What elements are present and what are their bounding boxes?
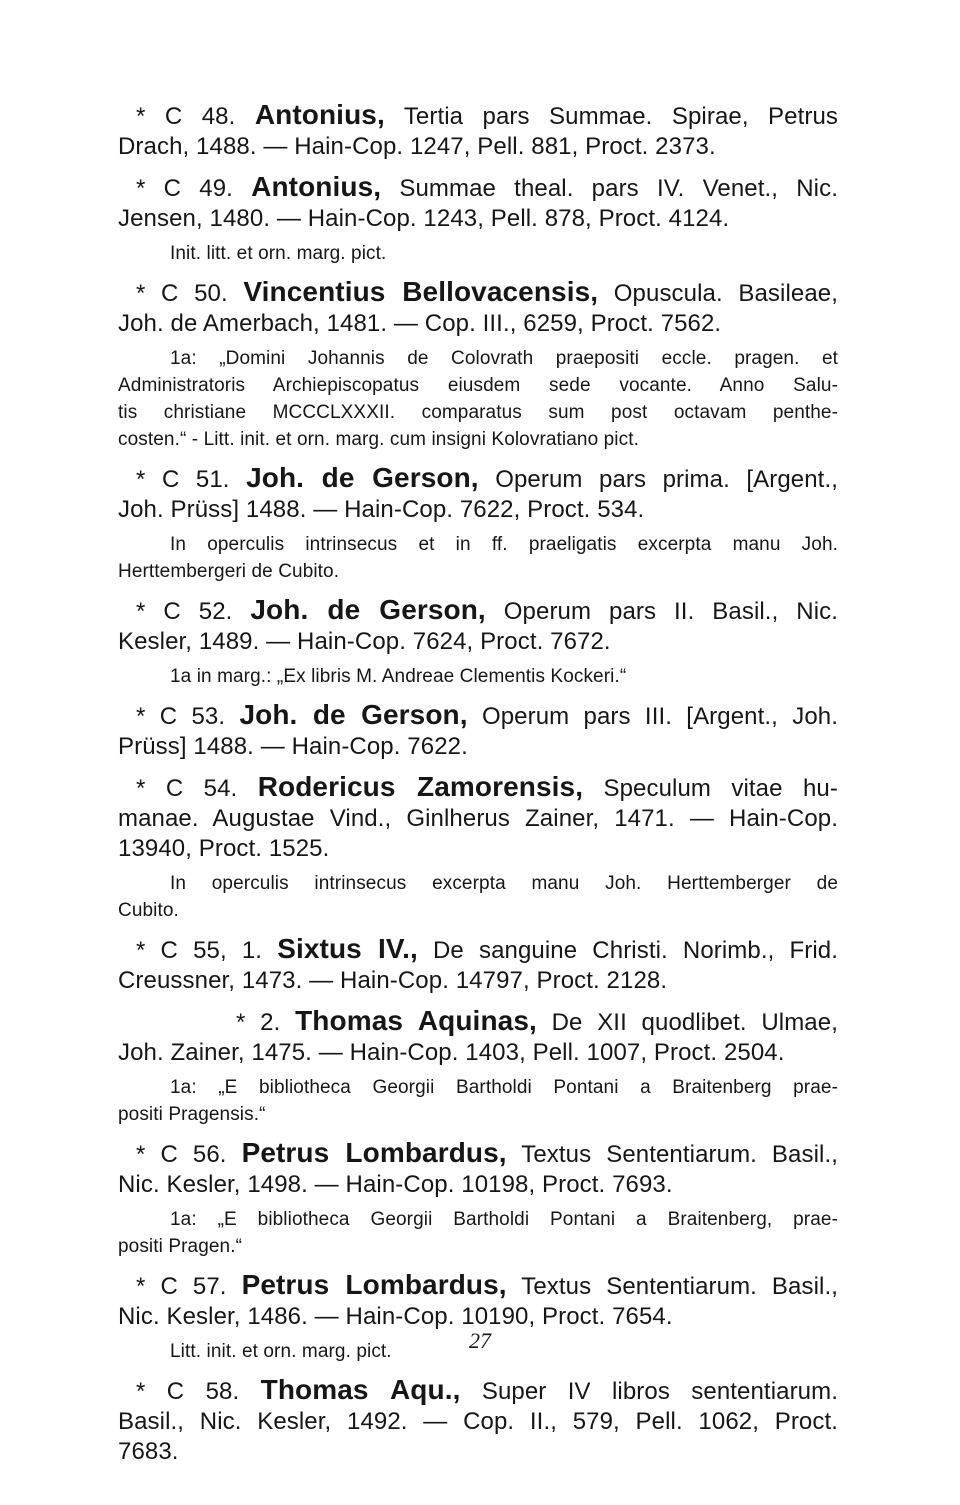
entry-number: * C 55, 1. [136, 937, 263, 964]
page-body [118, 100, 838, 1467]
entry-number: * C 54. [136, 775, 238, 802]
entry-number: * C 52. [136, 598, 233, 625]
entry-text: Operum pars III. [Argent., Joh. [481, 703, 838, 730]
catalog-entry [118, 463, 838, 585]
entry-author: Antonius, [254, 99, 385, 130]
entry-line [118, 495, 838, 525]
entry-text: Nic. Kesler, 1498. — Hain-Cop. 10198, Proct. 7693. [118, 1171, 673, 1198]
entry-text: Super IV libros sententiarum. [481, 1378, 838, 1405]
note-line: tis christiane MCCCLXXXII. comparatus sum post octavam penthe- [118, 402, 838, 423]
entry-number: * 2. [236, 1009, 281, 1036]
entry-number: * C 51. [136, 466, 230, 493]
entry-text: 7683. [118, 1438, 179, 1465]
entry-note [118, 345, 838, 453]
entry-line [118, 132, 838, 162]
entry-text: Opuscula. Basileae, [613, 280, 838, 307]
entry-text: Operum pars prima. [Argent., [495, 466, 838, 493]
entry-text: Joh. Prüss] 1488. — Hain-Cop. 7622, Proct. 534. [118, 496, 645, 523]
entry-line [118, 1407, 838, 1437]
entry-text: Creussner, 1473. — Hain-Cop. 14797, Proct. 2128. [118, 967, 668, 994]
entry-text: manae. Augustae Vind., Ginlherus Zainer, 1471. — Hain-Cop. [118, 805, 838, 832]
entry-line [118, 204, 838, 234]
entry-author: Sixtus IV., [277, 933, 418, 964]
note-line: Init. litt. et orn. marg. pict. [170, 243, 387, 264]
note-line: Administratoris Archiepiscopatus eiusdem sede vocante. Anno Salu- [118, 375, 838, 396]
note-line: In operculis intrinsecus et in ff. praeligatis excerpta manu Joh. [170, 534, 838, 555]
note-line: costen.“ - Litt. init. et orn. marg. cum insigni Kolovratiano pict. [118, 429, 639, 450]
entry-line [118, 100, 838, 132]
entry-author: Petrus Lombardus, [241, 1137, 507, 1168]
entry-text: Summae theal. pars IV. Venet., Nic. [399, 175, 838, 202]
entry-author: Joh. de Gerson, [239, 699, 468, 730]
entry-line [118, 700, 838, 732]
entry-line [118, 463, 838, 495]
entry-text: Operum pars II. Basil., Nic. [503, 598, 839, 625]
spacer [118, 162, 838, 172]
catalog-entry [118, 772, 838, 924]
entry-text: De sanguine Christi. Norimb., Frid. [433, 937, 838, 964]
entry-author: Thomas Aqu., [260, 1374, 461, 1405]
entry-number: * C 48. [136, 103, 236, 130]
entry-author: Joh. de Gerson, [250, 594, 486, 625]
entry-note [118, 531, 838, 585]
catalog-entry [118, 934, 838, 996]
entry-line [118, 595, 838, 627]
note-line: 1a in marg.: „Ex libris M. Andreae Clementis Kockeri.“ [170, 666, 627, 687]
entry-line [118, 966, 838, 996]
note-line: positi Pragen.“ [118, 1236, 243, 1257]
catalog-entry [118, 277, 838, 453]
entry-note [118, 870, 838, 924]
entry-note [118, 1206, 838, 1260]
note-line: Litt. init. et orn. marg. pict. [170, 1341, 392, 1362]
entry-line [118, 627, 838, 657]
entry-text: Tertia pars Summae. Spirae, Petrus [403, 103, 839, 130]
entry-line [118, 309, 838, 339]
spacer [118, 1365, 838, 1375]
entry-line [118, 834, 838, 864]
entry-text: Joh. de Amerbach, 1481. — Cop. III., 6259, Proct. 7562. [118, 310, 722, 337]
entry-line [118, 732, 838, 762]
spacer [118, 690, 838, 700]
note-line: 1a: „E bibliotheca Georgii Bartholdi Pontani a Braitenberg prae- [170, 1077, 838, 1098]
note-line: In operculis intrinsecus excerpta manu Joh. Herttemberger de [170, 873, 838, 894]
entry-author: Antonius, [251, 171, 382, 202]
catalog-entry [118, 100, 838, 162]
entry-author: Joh. de Gerson, [246, 462, 479, 493]
entry-line [118, 934, 838, 966]
catalog-entry [118, 595, 838, 690]
page-number: 27 [469, 1328, 491, 1353]
entry-line [118, 804, 838, 834]
entry-number: * C 49. [136, 175, 233, 202]
note-line: Herttembergeri de Cubito. [118, 561, 340, 582]
catalog-entry [118, 700, 838, 762]
entry-text: Kesler, 1489. — Hain-Cop. 7624, Proct. 7672. [118, 628, 611, 655]
entry-text: Jensen, 1480. — Hain-Cop. 1243, Pell. 878, Proct. 4124. [118, 205, 730, 232]
entry-text: Prüss] 1488. — Hain-Cop. 7622. [118, 733, 468, 760]
entry-text: Drach, 1488. — Hain-Cop. 1247, Pell. 881, Proct. 2373. [118, 133, 716, 160]
catalog-entry [118, 1006, 838, 1128]
entry-line [118, 1006, 838, 1038]
entry-text: Basil., Nic. Kesler, 1492. — Cop. II., 579, Pell. 1062, Proct. [118, 1408, 838, 1435]
entry-line [118, 1270, 838, 1302]
entry-line [118, 277, 838, 309]
catalog-entry [118, 172, 838, 267]
entry-line [118, 1437, 838, 1467]
entry-author: Rodericus Zamorensis, [257, 771, 584, 802]
entry-note [118, 663, 838, 690]
note-line: positi Pragensis.“ [118, 1104, 266, 1125]
entry-text: Speculum vitae hu- [603, 775, 838, 802]
entry-line [118, 1170, 838, 1200]
entry-author: Vincentius Bellovacensis, [243, 276, 599, 307]
note-line: 1a: „Domini Johannis de Colovrath praepositi eccle. pragen. et [170, 348, 838, 369]
entry-line [118, 172, 838, 204]
entry-note [118, 1074, 838, 1128]
entry-note [118, 240, 838, 267]
entry-line [118, 1138, 838, 1170]
catalog-entry [118, 1375, 838, 1467]
entry-text: Textus Sententiarum. Basil., [521, 1141, 838, 1168]
spacer [118, 924, 838, 934]
catalog-entry [118, 1138, 838, 1260]
entry-line [118, 1375, 838, 1407]
entry-text: 13940, Proct. 1525. [118, 835, 330, 862]
entry-number: * C 56. [136, 1141, 227, 1168]
entry-number: * C 53. [136, 703, 226, 730]
note-line: 1a: „E bibliotheca Georgii Bartholdi Pontani a Braitenberg, prae- [170, 1209, 838, 1230]
note-line: Cubito. [118, 900, 179, 921]
entry-text: De XII quodlibet. Ulmae, [551, 1009, 838, 1036]
entry-line [118, 1038, 838, 1068]
entry-number: * C 50. [136, 280, 228, 307]
entry-number: * C 57. [136, 1273, 227, 1300]
entry-text: Joh. Zainer, 1475. — Hain-Cop. 1403, Pell. 1007, Proct. 2504. [118, 1039, 785, 1066]
entry-text: Textus Sententiarum. Basil., [521, 1273, 838, 1300]
entry-author: Petrus Lombardus, [241, 1269, 507, 1300]
entry-line [118, 772, 838, 804]
entry-author: Thomas Aquinas, [295, 1005, 537, 1036]
entry-text: Nic. Kesler, 1486. — Hain-Cop. 10190, Proct. 7654. [118, 1303, 673, 1330]
entry-number: * C 58. [136, 1378, 240, 1405]
